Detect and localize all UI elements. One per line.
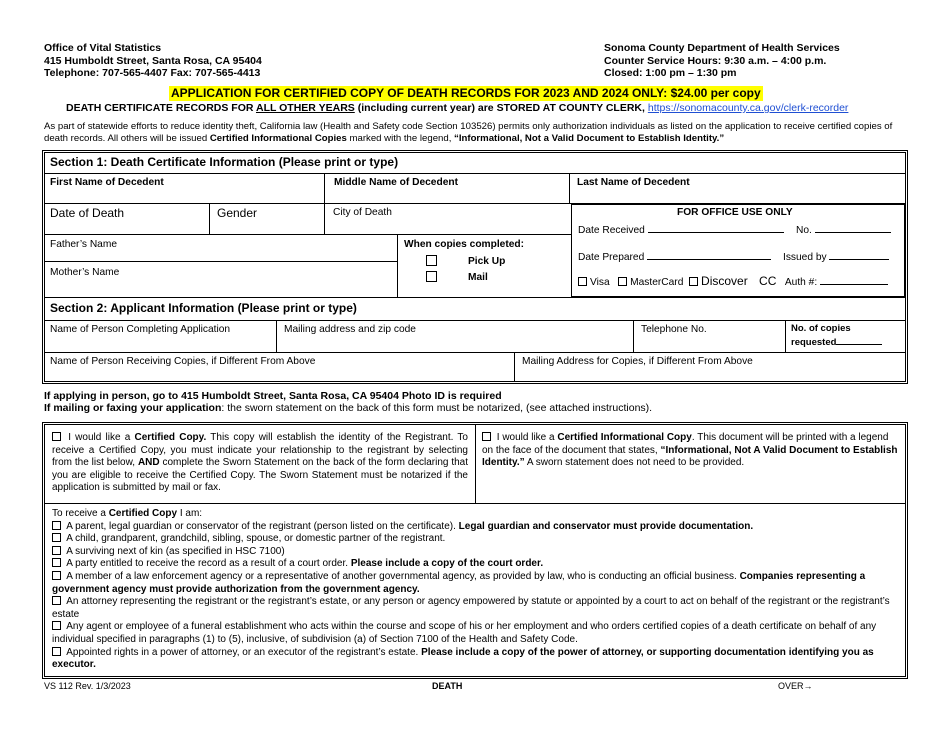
eligibility-text: An attorney representing the registrant or the registrant’s estate, or any person or agency empowered by statute or appointed by a court to act on behalf of the registrant or the registrant’s estate	[52, 596, 890, 620]
divider	[514, 352, 515, 382]
city-of-death-field[interactable]: City of Death	[333, 207, 392, 218]
mailing-address-field[interactable]: Mailing address and zip code	[284, 324, 416, 335]
date-received-label: Date Received	[578, 225, 645, 236]
eligibility-note: Legal guardian and conservator must provide documentation.	[458, 520, 754, 532]
notice-underlined: ALL OTHER YEARS	[255, 102, 355, 114]
name-receiving-field[interactable]: Name of Person Receiving Copies, if Different From Above	[50, 356, 316, 367]
discover-label: Discover	[701, 274, 748, 288]
office-number-label: No.	[796, 225, 812, 236]
cc-label: CC	[759, 274, 777, 288]
divider	[569, 173, 570, 203]
eligibility-item[interactable]	[52, 546, 904, 559]
certified-text-d: AND	[137, 457, 160, 469]
mail-instructions-bold: If mailing or faxing your application	[44, 402, 222, 414]
eligibility-text: Appointed rights in a power of attorney, or an executor of the registrant’s estate.	[64, 646, 422, 658]
gender-field[interactable]: Gender	[217, 206, 258, 220]
eligibility-checkbox[interactable]	[52, 596, 61, 605]
eligibility-text: A child, grandparent, grandchild, sibling, spouse, or domestic partner of the registrant.	[64, 533, 446, 545]
eligibility-checkbox[interactable]	[52, 571, 61, 580]
mail-instructions-rest: : the sworn statement on the back of this form must be notarized, (see attached instructions).	[221, 402, 653, 414]
visa-checkbox[interactable]	[578, 277, 587, 286]
mothers-name-field[interactable]: Mother’s Name	[50, 267, 120, 278]
eligibility-item[interactable]	[52, 596, 904, 621]
eligibility-list	[52, 508, 904, 672]
eligibility-checkbox[interactable]	[52, 647, 61, 656]
when-completed-label: When copies completed:	[404, 239, 525, 250]
fathers-name-field[interactable]: Father’s Name	[50, 239, 117, 250]
copies-requested-field[interactable]	[791, 323, 882, 349]
last-name-field[interactable]: Last Name of Decedent	[577, 177, 690, 188]
divider	[209, 203, 210, 234]
eligibility-item[interactable]	[52, 533, 904, 546]
mail-checkbox[interactable]	[426, 271, 437, 282]
department-block	[604, 42, 840, 80]
visa-label: Visa	[590, 277, 610, 288]
notice-prefix: DEATH CERTIFICATE RECORDS FOR	[66, 102, 256, 114]
eligibility-item[interactable]	[52, 558, 904, 571]
auth-input[interactable]	[820, 275, 888, 285]
eligibility-checkbox[interactable]	[52, 546, 61, 555]
over-indicator: OVER→	[778, 681, 813, 691]
eligibility-checkbox[interactable]	[52, 533, 61, 542]
divider	[633, 320, 634, 352]
issued-by-label: Issued by	[783, 252, 827, 263]
divider	[276, 320, 277, 352]
divider	[44, 320, 906, 321]
section2-title: Section 2: Applicant Information (Please print or type)	[50, 301, 357, 315]
eligibility-item[interactable]	[52, 521, 904, 534]
info-text-e: A sworn statement does not need to be provided.	[524, 457, 745, 469]
form-id: VS 112 Rev. 1/3/2023	[44, 681, 131, 691]
payment-row	[578, 274, 888, 288]
divider	[475, 424, 476, 503]
date-of-death-field[interactable]: Date of Death	[50, 206, 125, 220]
closed-hours: Closed: 1:00 pm – 1:30 pm	[604, 67, 737, 79]
form-type: DEATH	[432, 681, 463, 691]
pick-up-label: Pick Up	[468, 256, 506, 267]
office-number-field[interactable]	[796, 223, 891, 236]
divider	[44, 173, 906, 174]
divider	[397, 234, 398, 297]
eligibility-intro-c: I am:	[177, 508, 203, 519]
certified-copy-option[interactable]	[52, 432, 468, 495]
eligibility-item[interactable]	[52, 571, 904, 596]
certified-text-a: I would like a	[64, 432, 135, 443]
eligibility-intro-b: Certified Copy	[108, 508, 178, 519]
issued-by-field[interactable]	[783, 250, 889, 263]
mail-label: Mail	[468, 272, 488, 283]
identity-theft-notice	[44, 121, 916, 144]
in-person-instructions: If applying in person, go to 415 Humboldt Street, Santa Rosa, CA 95404 Photo ID is required	[44, 390, 502, 402]
auth-label: Auth #:	[784, 277, 818, 288]
mastercard-checkbox[interactable]	[618, 277, 627, 286]
mail-instructions	[44, 402, 652, 414]
telephone-field[interactable]: Telephone No.	[641, 324, 707, 335]
divider	[324, 203, 325, 234]
office-address-block	[44, 42, 262, 80]
copies-label-1: No. of copies	[791, 323, 851, 334]
notice-suffix: (including current year) are STORED AT COUNTY CLERK,	[354, 102, 648, 114]
copies-label-2: requested	[791, 336, 837, 348]
eligibility-intro	[52, 508, 904, 521]
divider	[44, 297, 906, 298]
certified-copy-checkbox[interactable]	[52, 432, 61, 441]
intro-text-b: Certified Informational Copies	[209, 132, 347, 144]
divider	[44, 234, 571, 235]
office-street: 415 Humboldt Street, Santa Rosa, CA 95404	[44, 54, 262, 67]
intro-text-a: As part of statewide efforts to reduce identity theft, California law (Health and Safety code Section 103526) permits only authorization individuals as listed on the application to receive certified copies of death records. All others will be issued	[44, 121, 893, 144]
certified-text-b: Certified Copy.	[134, 432, 207, 443]
divider	[785, 320, 786, 352]
name-completing-field[interactable]: Name of Person Completing Application	[50, 324, 231, 335]
mailing-copies-field[interactable]: Mailing Address for Copies, if Different From Above	[522, 356, 753, 367]
divider	[44, 503, 906, 504]
counter-hours: Counter Service Hours: 9:30 a.m. – 4:00 p.m.	[604, 54, 827, 67]
eligibility-intro-a: To receive a	[52, 508, 109, 519]
eligibility-checkbox[interactable]	[52, 558, 61, 567]
date-prepared-label: Date Prepared	[578, 252, 645, 263]
eligibility-text: A parent, legal guardian or conservator of the registrant (person listed on the certificate).	[64, 520, 459, 532]
office-name: Office of Vital Statistics	[44, 42, 162, 54]
office-use-title: FOR OFFICE USE ONLY	[677, 207, 793, 218]
eligibility-checkbox[interactable]	[52, 521, 61, 530]
pick-up-checkbox[interactable]	[426, 255, 437, 266]
fee-banner: APPLICATION FOR CERTIFIED COPY OF DEATH RECORDS FOR 2023 AND 2024 ONLY: $24.00 per copy	[171, 86, 761, 100]
mastercard-label: MasterCard	[630, 277, 684, 288]
eligibility-text: A member of a law enforcement agency or a representative of another governmental agency, as provided by law, who is conducting an official business.	[64, 570, 740, 582]
date-received-field[interactable]	[578, 223, 784, 236]
informational-copy-option[interactable]	[482, 432, 900, 470]
eligibility-note: Companies representing a government agency must provide authorization from the government agency.	[52, 570, 866, 595]
first-name-field[interactable]: First Name of Decedent	[50, 177, 164, 188]
intro-text-c: marked with the legend,	[346, 132, 455, 144]
eligibility-checkbox[interactable]	[52, 621, 61, 630]
eligibility-item[interactable]	[52, 647, 904, 672]
eligibility-item[interactable]	[52, 621, 904, 646]
eligibility-text: A surviving next of kin (as specified in HSC 7100)	[64, 545, 285, 557]
certified-text-e: complete the Sworn Statement on the back of the form declaring that you are eligible to receive the Certified Copy. The Sworn Statement must be notarized if the application is submitted by mail or fax.	[52, 457, 468, 494]
eligibility-text: Any agent or employee of a funeral establishment who acts within the course and scope of his or her employment and who orders certified copies of a death certificate on behalf of any individual specified in paragraphs (1) to (5), inclusive, of subdivision (a) of Section 7100 of the Health and Safety Code.	[52, 621, 877, 645]
discover-checkbox[interactable]	[689, 277, 698, 286]
divider	[324, 173, 325, 203]
info-text-a: I would like a	[494, 432, 558, 443]
divider	[44, 352, 906, 353]
info-text-b: Certified Informational Copy	[557, 432, 692, 443]
divider	[44, 261, 397, 262]
eligibility-text: A party entitled to receive the record as a result of a court order.	[64, 558, 351, 570]
eligibility-note: Please include a copy of the court order.	[350, 558, 544, 570]
certified-text-c: This copy will establish the identity of the Registrant. To receive a Certified Copy, you must indicate your relationship to the registrant by selecting from the list below,	[52, 432, 468, 469]
office-phone: Telephone: 707-565-4407 Fax: 707-565-4413	[44, 67, 261, 79]
section1-title: Section 1: Death Certificate Information (Please print or type)	[50, 155, 399, 169]
clerk-recorder-link[interactable]: https://sonomacounty.ca.gov/clerk-recorder	[647, 102, 849, 114]
eligibility-note: Please include a copy of the power of attorney, or supporting documentation identifying you as executor.	[52, 646, 874, 671]
info-text-c: . This document will be printed with a legend on the face of the document that states,	[482, 432, 889, 456]
intro-text-d: “Informational, Not a Valid Document to Establish Identity.”	[454, 132, 725, 144]
middle-name-field[interactable]: Middle Name of Decedent	[334, 177, 458, 188]
other-years-notice	[66, 102, 848, 114]
department-name: Sonoma County Department of Health Services	[604, 42, 840, 54]
informational-copy-checkbox[interactable]	[482, 432, 491, 441]
info-text-d: “Informational, Not A Valid Document to Establish Identity.”	[482, 444, 898, 469]
date-prepared-field[interactable]	[578, 250, 771, 263]
